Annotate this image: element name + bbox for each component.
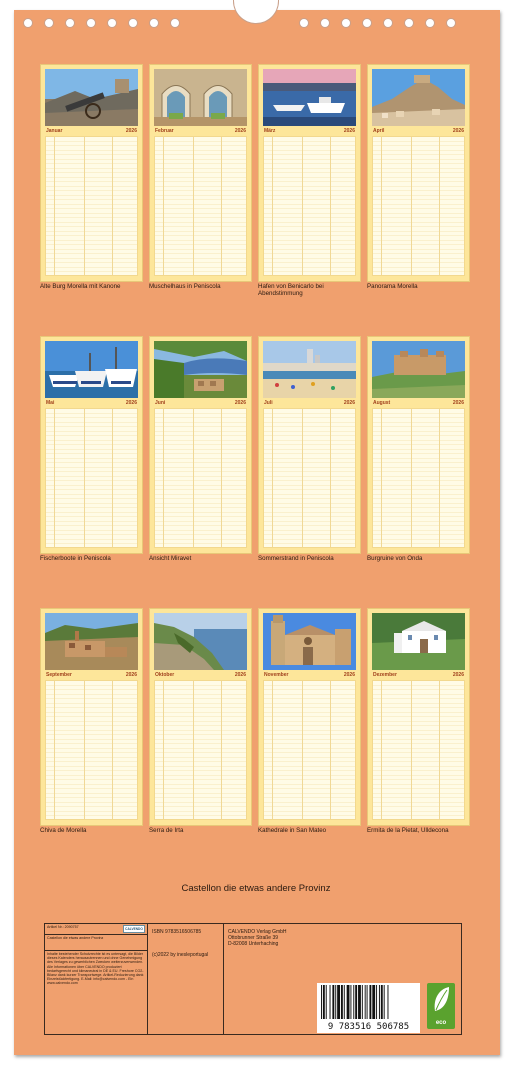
month-year: 2026: [452, 128, 464, 134]
binding-hole: [383, 18, 393, 28]
grid-divider: [439, 137, 440, 275]
binding-hole: [320, 18, 330, 28]
month-name: September: [46, 672, 72, 678]
month-name: Februar: [155, 128, 174, 134]
month-header: [154, 127, 247, 135]
month-header: [263, 127, 356, 135]
month-panel-januar: [40, 64, 143, 290]
calvendo-logo: CALVENDO: [123, 925, 145, 933]
grid-divider: [193, 681, 194, 819]
month-photo: [154, 69, 247, 126]
month-panel-juni: [149, 336, 252, 562]
isbn-text: ISBN 9783516506785: [152, 929, 202, 935]
month-header: [263, 399, 356, 407]
barcode-bars: [317, 983, 420, 1021]
calendar-title: Castellon die etwas andere Provinz: [181, 883, 331, 894]
month-caption: Kathedrale in San Mateo: [258, 827, 327, 834]
month-header: [45, 671, 138, 679]
month-name: April: [373, 128, 385, 134]
month-panel-november: [258, 608, 361, 834]
month-caption: Ermita de la Pietat, Ulldecona: [367, 827, 449, 834]
month-photo: [372, 69, 465, 126]
binding-hole: [404, 18, 414, 28]
month-year: 2026: [452, 400, 464, 406]
grid-divider: [54, 681, 55, 819]
month-header: [154, 399, 247, 407]
month-name: November: [264, 672, 289, 678]
month-year: 2026: [234, 128, 246, 134]
binding-hole: [446, 18, 456, 28]
month-name: Juni: [155, 400, 166, 406]
month-caption: Muschelhaus in Peniscola: [149, 283, 221, 290]
month-panel-märz: [258, 64, 361, 297]
village-hills-photo: [45, 613, 138, 670]
month-photo: [45, 341, 138, 398]
cathedral-photo: [263, 613, 356, 670]
day-grid: [45, 136, 138, 276]
day-grid: [372, 136, 465, 276]
legal-cell: [45, 951, 147, 987]
grid-divider: [84, 137, 85, 275]
grid-divider: [411, 137, 412, 275]
month-year: 2026: [125, 672, 137, 678]
grid-divider: [411, 681, 412, 819]
month-caption: Chiva de Morella: [40, 827, 87, 834]
grid-divider: [163, 681, 164, 819]
grid-divider: [302, 137, 303, 275]
leaf-icon: [427, 983, 455, 1017]
month-name: Oktober: [155, 672, 175, 678]
month-header: [372, 671, 465, 679]
imprint-subtitle: Castellon die etwas andere Provinz: [47, 936, 104, 940]
arches-photo: [154, 69, 247, 126]
fishing-boats-photo: [45, 341, 138, 398]
month-name: Januar: [46, 128, 63, 134]
month-name: Dezember: [373, 672, 397, 678]
month-panel-dezember: [367, 608, 470, 834]
barcode-number: 9 783516 506785: [327, 1022, 410, 1032]
grid-divider: [272, 409, 273, 547]
month-panel-juli: [258, 336, 361, 562]
binding-hole: [107, 18, 117, 28]
grid-divider: [193, 137, 194, 275]
month-photo: [263, 69, 356, 126]
month-header: [154, 671, 247, 679]
day-grid: [154, 136, 247, 276]
imprint-left-column: [45, 924, 148, 1034]
month-year: 2026: [452, 672, 464, 678]
legal-text: Inhalte bestehender Schutzrechte ist es untersagt, die Bilder dieses Kalenders herauszutrennen und ohne Genehmigung des Verlages zu gewerblichen Zwecken weiterzuverwenden. Alle Informationen über CALVENDO produziert bedarfsgerecht und klimaneutral in DE & EU. Freshore CO2-Bilanz dank kurzer Transportwege. Artikel-Reduzierung dank Einzelstückfertigung. E-Mail: info@calvendo.com - Ein www.calvendo.com: [47, 952, 144, 986]
hermitage-photo: [372, 613, 465, 670]
binding-hole: [128, 18, 138, 28]
grid-divider: [112, 409, 113, 547]
binding-hole: [23, 18, 33, 28]
month-name: August: [373, 400, 391, 406]
day-grid: [45, 408, 138, 548]
binding-hole: [362, 18, 372, 28]
grid-divider: [272, 137, 273, 275]
month-panel-april: [367, 64, 470, 290]
binding-hole: [299, 18, 309, 28]
imprint-middle-column: [149, 924, 224, 1034]
river-valley-photo: [154, 341, 247, 398]
month-caption: Ansicht Miravet: [149, 555, 192, 562]
binding-hole: [149, 18, 159, 28]
grid-divider: [221, 409, 222, 547]
grid-divider: [112, 681, 113, 819]
grid-divider: [221, 137, 222, 275]
beach-photo: [263, 341, 356, 398]
month-photo: [372, 613, 465, 670]
day-grid: [45, 680, 138, 820]
grid-divider: [411, 409, 412, 547]
grid-divider: [381, 681, 382, 819]
binding-hole: [65, 18, 75, 28]
copyright-text: (c)2022 by inesleportugal: [152, 952, 209, 958]
month-photo: [372, 341, 465, 398]
month-photo: [263, 613, 356, 670]
month-year: 2026: [125, 400, 137, 406]
month-photo: [263, 341, 356, 398]
month-year: 2026: [343, 128, 355, 134]
subtitle-cell: [45, 935, 147, 951]
day-grid: [263, 408, 356, 548]
day-grid: [154, 408, 247, 548]
month-panel-mai: [40, 336, 143, 562]
month-year: 2026: [343, 672, 355, 678]
month-caption: Panorama Morella: [367, 283, 418, 290]
coast-cliffs-photo: [154, 613, 247, 670]
day-grid: [154, 680, 247, 820]
month-name: Mai: [46, 400, 55, 406]
harbor-evening-photo: [263, 69, 356, 126]
grid-divider: [439, 409, 440, 547]
month-year: 2026: [234, 672, 246, 678]
month-header: [372, 399, 465, 407]
grid-divider: [302, 681, 303, 819]
binding-hole: [170, 18, 180, 28]
publisher-city: D-82008 Unterhaching: [228, 941, 279, 947]
binding-hole: [341, 18, 351, 28]
grid-divider: [84, 681, 85, 819]
article-number: Artikel Nr.: 2090757: [47, 925, 79, 929]
eco-label: eco: [435, 1020, 447, 1026]
month-caption: Sommerstrand in Peniscola: [258, 555, 334, 562]
month-name: März: [264, 128, 276, 134]
grid-divider: [302, 409, 303, 547]
month-year: 2026: [234, 400, 246, 406]
month-panel-august: [367, 336, 470, 562]
grid-divider: [112, 137, 113, 275]
month-photo: [45, 69, 138, 126]
day-grid: [263, 136, 356, 276]
month-year: 2026: [343, 400, 355, 406]
grid-divider: [439, 681, 440, 819]
month-panel-februar: [149, 64, 252, 290]
day-grid: [263, 680, 356, 820]
month-name: Juli: [264, 400, 273, 406]
month-year: 2026: [125, 128, 137, 134]
grid-divider: [163, 137, 164, 275]
cannon-photo: [45, 69, 138, 126]
month-caption: Burgruine von Onda: [367, 555, 423, 562]
month-caption: Alte Burg Morella mit Kanone: [40, 283, 121, 290]
barcode: [317, 983, 420, 1033]
grid-divider: [272, 681, 273, 819]
grid-divider: [381, 409, 382, 547]
publisher-street: Ottobrunner Straße 39: [228, 935, 279, 941]
grid-divider: [163, 409, 164, 547]
grid-divider: [330, 409, 331, 547]
month-panel-september: [40, 608, 143, 834]
month-panel-oktober: [149, 608, 252, 834]
binding-hole: [44, 18, 54, 28]
article-number-cell: [45, 924, 147, 935]
grid-divider: [330, 681, 331, 819]
month-photo: [154, 341, 247, 398]
grid-divider: [330, 137, 331, 275]
binding-hole: [425, 18, 435, 28]
grid-divider: [381, 137, 382, 275]
day-grid: [372, 408, 465, 548]
binding-hole: [86, 18, 96, 28]
hilltop-town-photo: [372, 69, 465, 126]
month-photo: [45, 613, 138, 670]
month-header: [45, 127, 138, 135]
publisher-name: CALVENDO Verlag GmbH: [228, 929, 287, 935]
grid-divider: [54, 409, 55, 547]
grid-divider: [193, 409, 194, 547]
day-grid: [372, 680, 465, 820]
month-photo: [154, 613, 247, 670]
month-caption: Fischerboote in Peniscola: [40, 555, 111, 562]
grid-divider: [84, 409, 85, 547]
month-header: [372, 127, 465, 135]
castle-ruin-photo: [372, 341, 465, 398]
eco-badge: [427, 983, 455, 1029]
month-header: [263, 671, 356, 679]
month-header: [45, 399, 138, 407]
grid-divider: [221, 681, 222, 819]
month-caption: Serra de Irta: [149, 827, 184, 834]
grid-divider: [54, 137, 55, 275]
month-caption: Hafen von Benicarlo bei Abendstimmung: [258, 283, 324, 297]
